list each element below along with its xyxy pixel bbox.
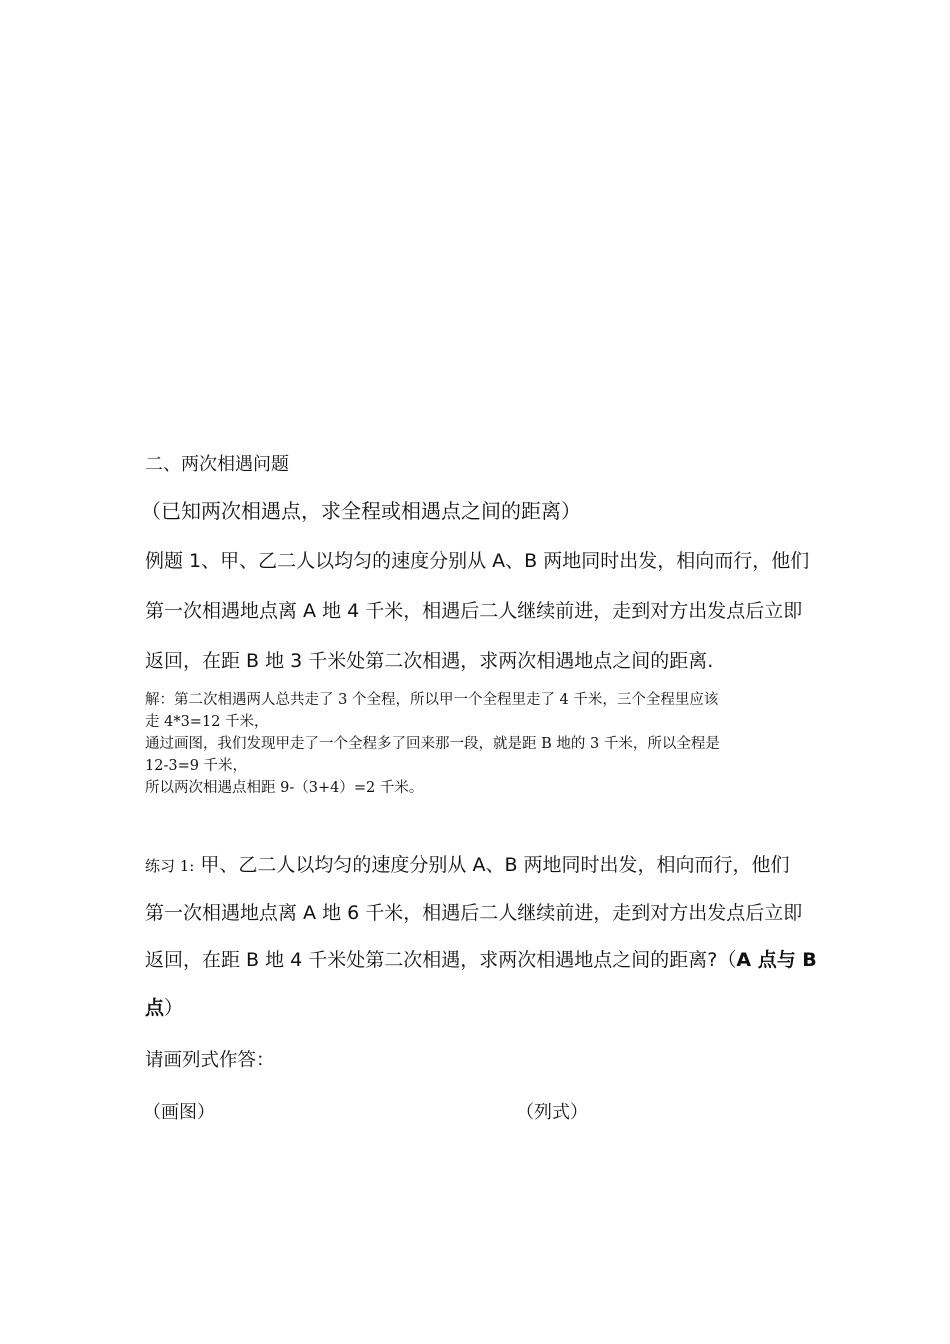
example-line-1: 例题 1、甲、乙二人以均匀的速度分别从 A、B 两地同时出发，相向而行，他们 [145, 550, 810, 572]
practice-hint: A 点与 B [736, 949, 817, 971]
practice-line-1 [145, 850, 790, 877]
practice-line-4 [145, 993, 183, 1020]
solution-line: 12-3=9 千米， [145, 758, 248, 774]
solution-line: 所以两次相遇点相距 9-（3+4）=2 千米。 [145, 780, 424, 796]
section-subheading: （已知两次相遇点，求全程或相遇点之间的距离） [141, 499, 581, 523]
practice-line-2: 第一次相遇地点离 A 地 6 千米，相遇后二人继续前进，走到对方出发点后立即 [145, 902, 803, 924]
draw-label: （画图） [143, 1102, 215, 1123]
practice-hint-end: 点 [145, 997, 165, 1019]
practice-line-3 [145, 945, 817, 972]
section-heading: 二、两次相遇问题 [145, 454, 289, 475]
practice-label: 练习 1: [145, 857, 195, 875]
practice-paren-close: ） [164, 997, 184, 1019]
solution-line: 通过画图，我们发现甲走了一个全程多了回来那一段，就是距 B 地的 3 千米，所以全程是 [145, 736, 720, 752]
practice-text-1: 甲、乙二人以均匀的速度分别从 A、B 两地同时出发，相向而行，他们 [200, 854, 790, 876]
solution-line: 解：第二次相遇两人总共走了 3 个全程，所以甲一个全程里走了 4 千米，三个全程里应该 [145, 692, 719, 708]
solution-line: 走 4*3=12 千米， [145, 714, 269, 730]
solution-block [145, 689, 815, 799]
answer-prompt: 请画列式作答： [145, 1050, 275, 1071]
practice-text-3: 返回，在距 B 地 4 千米处第二次相遇，求两次相遇地点之间的距离?（ [145, 949, 737, 971]
formula-label: （列式） [516, 1102, 588, 1123]
example-line-3: 返回，在距 B 地 3 千米处第二次相遇，求两次相遇地点之间的距离. [145, 650, 714, 672]
example-line-2: 第一次相遇地点离 A 地 4 千米，相遇后二人继续前进，走到对方出发点后立即 [145, 600, 803, 622]
